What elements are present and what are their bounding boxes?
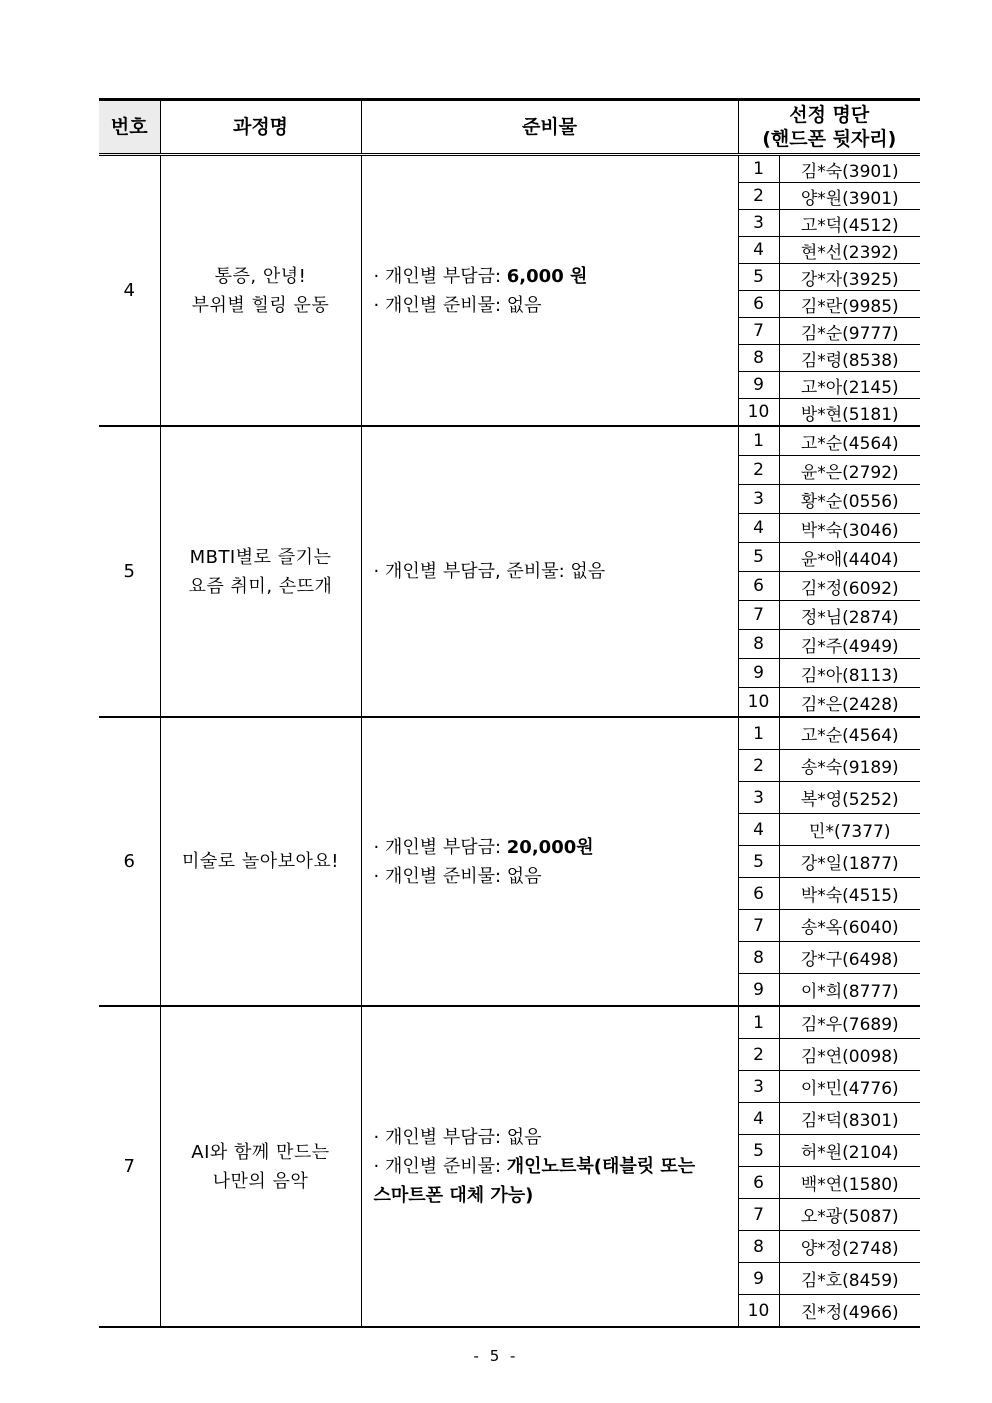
selected-name: 윤*은(2792) (779, 456, 920, 485)
selected-name: 송*숙(9189) (779, 750, 920, 782)
preparation-text: · 개인별 준비물: 없음 (373, 294, 542, 316)
selected-name: 김*덕(8301) (779, 1103, 920, 1135)
selected-name: 김*아(8113) (779, 659, 920, 688)
selected-name: 박*숙(3046) (779, 514, 920, 543)
header-selected-line2: (핸드폰 뒷자리) (762, 128, 897, 150)
selected-name: 이*민(4776) (779, 1071, 920, 1103)
selected-name: 고*순(4564) (779, 717, 920, 750)
preparation-text: · 개인별 준비물: 없음 (373, 865, 542, 887)
selected-name: 김*정(6092) (779, 572, 920, 601)
selected-rank: 8 (738, 1231, 779, 1263)
selected-name: 김*우(7689) (779, 1006, 920, 1039)
selected-rank: 8 (738, 630, 779, 659)
selected-rank: 9 (738, 372, 779, 399)
course-name-line: 요즘 취미, 손뜨개 (188, 575, 333, 597)
preparation-cell (361, 717, 738, 1006)
course-number: 7 (99, 1006, 160, 1327)
selected-name: 김*주(4949) (779, 630, 920, 659)
course-name (160, 1006, 361, 1327)
selected-rank: 6 (738, 1167, 779, 1199)
selected-name: 양*정(2748) (779, 1231, 920, 1263)
selected-name: 복*영(5252) (779, 782, 920, 814)
selected-rank: 7 (738, 318, 779, 345)
selected-rank: 2 (738, 183, 779, 210)
selected-rank: 5 (738, 846, 779, 878)
preparation-line (374, 1181, 738, 1210)
selected-rank: 7 (738, 910, 779, 942)
selected-rank: 10 (738, 399, 779, 427)
selected-rank: 6 (738, 291, 779, 318)
selected-rank: 1 (738, 426, 779, 456)
selected-name: 윤*애(4404) (779, 543, 920, 572)
course-name-line: 통증, 안녕! (214, 265, 307, 287)
preparation-line (374, 557, 738, 586)
preparation-cell (361, 155, 738, 427)
selected-rank: 1 (738, 155, 779, 183)
selected-name: 김*호(8459) (779, 1263, 920, 1295)
table-row (99, 717, 920, 750)
page-number: - 5 - (473, 1347, 519, 1365)
selected-rank: 10 (738, 688, 779, 718)
course-name-line: 부위별 힐링 운동 (191, 294, 330, 316)
course-number: 5 (99, 426, 160, 717)
selected-rank: 6 (738, 878, 779, 910)
header-selected (738, 100, 920, 155)
selected-rank: 8 (738, 942, 779, 974)
selected-rank: 4 (738, 814, 779, 846)
selected-rank: 2 (738, 456, 779, 485)
preparation-line (374, 1123, 738, 1152)
preparation-text: · 개인별 준비물: (373, 1156, 507, 1177)
table-row (99, 155, 920, 183)
course-name (160, 155, 361, 427)
selected-rank: 5 (738, 543, 779, 572)
selected-name: 김*순(9777) (779, 318, 920, 345)
selected-rank: 7 (738, 601, 779, 630)
selected-name: 이*희(8777) (779, 974, 920, 1007)
selected-rank: 6 (738, 572, 779, 601)
preparation-line (374, 833, 738, 862)
table-body (99, 155, 920, 1328)
selected-rank: 8 (738, 345, 779, 372)
preparation-text: · 개인별 부담금: (373, 836, 507, 858)
selected-rank: 4 (738, 1103, 779, 1135)
preparation-line (374, 862, 738, 891)
selected-rank: 3 (738, 782, 779, 814)
course-name (160, 426, 361, 717)
selected-name: 박*숙(4515) (779, 878, 920, 910)
course-name-line: AI와 함께 만드는 (191, 1141, 330, 1163)
selected-name: 방*현(5181) (779, 399, 920, 427)
header-row (99, 100, 920, 155)
selected-name: 송*옥(6040) (779, 910, 920, 942)
preparation-emphasis: 스마트폰 대체 가능) (373, 1185, 534, 1206)
selected-name: 백*연(1580) (779, 1167, 920, 1199)
course-name-line: MBTI별로 즐기는 (189, 546, 332, 568)
selected-rank: 9 (738, 1263, 779, 1295)
preparation-cell (361, 426, 738, 717)
selected-name: 김*숙(3901) (779, 155, 920, 183)
selected-name: 강*구(6498) (779, 942, 920, 974)
selected-rank: 9 (738, 659, 779, 688)
selected-name: 허*원(2104) (779, 1135, 920, 1167)
selected-rank: 2 (738, 750, 779, 782)
selected-name: 양*원(3901) (779, 183, 920, 210)
selected-rank: 4 (738, 514, 779, 543)
course-name-line: 나만의 음악 (212, 1170, 309, 1192)
selected-name: 민*(7377) (779, 814, 920, 846)
selected-rank: 10 (738, 1295, 779, 1328)
selected-name: 김*연(0098) (779, 1039, 920, 1071)
preparation-emphasis: 개인노트북(태블릿 또는 (506, 1156, 696, 1177)
header-prep: 준비물 (361, 100, 738, 155)
selected-rank: 1 (738, 717, 779, 750)
selected-name: 고*아(2145) (779, 372, 920, 399)
preparation-emphasis: 20,000원 (506, 836, 594, 858)
header-course: 과정명 (160, 100, 361, 155)
preparation-text: · 개인별 부담금, 준비물: 없음 (373, 561, 606, 582)
course-number: 6 (99, 717, 160, 1006)
table-row (99, 1006, 920, 1039)
preparation-line (374, 1152, 738, 1181)
preparation-line (374, 262, 738, 291)
selected-rank: 5 (738, 1135, 779, 1167)
course-number: 4 (99, 155, 160, 427)
table-row (99, 426, 920, 456)
selected-rank: 3 (738, 1071, 779, 1103)
selection-table (99, 98, 920, 1328)
selected-rank: 3 (738, 210, 779, 237)
selected-name: 강*자(3925) (779, 264, 920, 291)
selected-name: 김*란(9985) (779, 291, 920, 318)
preparation-emphasis: 6,000 원 (506, 265, 588, 287)
selected-name: 고*순(4564) (779, 426, 920, 456)
selected-name: 황*순(0556) (779, 485, 920, 514)
selected-name: 오*광(5087) (779, 1199, 920, 1231)
preparation-text: · 개인별 부담금: (373, 265, 507, 287)
selected-rank: 1 (738, 1006, 779, 1039)
selected-rank: 9 (738, 974, 779, 1007)
header-selected-line1: 선정 명단 (789, 104, 870, 126)
selected-rank: 5 (738, 264, 779, 291)
selected-rank: 4 (738, 237, 779, 264)
course-name-line: 미술로 놀아보아요! (181, 851, 340, 872)
preparation-text: · 개인별 부담금: 없음 (373, 1127, 542, 1148)
selected-name: 현*선(2392) (779, 237, 920, 264)
preparation-cell (361, 1006, 738, 1327)
selected-rank: 7 (738, 1199, 779, 1231)
selected-name: 진*정(4966) (779, 1295, 920, 1328)
preparation-line (374, 291, 738, 320)
course-name (160, 717, 361, 1006)
selected-name: 강*일(1877) (779, 846, 920, 878)
selected-rank: 3 (738, 485, 779, 514)
selected-rank: 2 (738, 1039, 779, 1071)
header-num: 번호 (99, 100, 160, 155)
selected-name: 정*님(2874) (779, 601, 920, 630)
selected-name: 김*은(2428) (779, 688, 920, 718)
selected-name: 김*령(8538) (779, 345, 920, 372)
selected-name: 고*덕(4512) (779, 210, 920, 237)
